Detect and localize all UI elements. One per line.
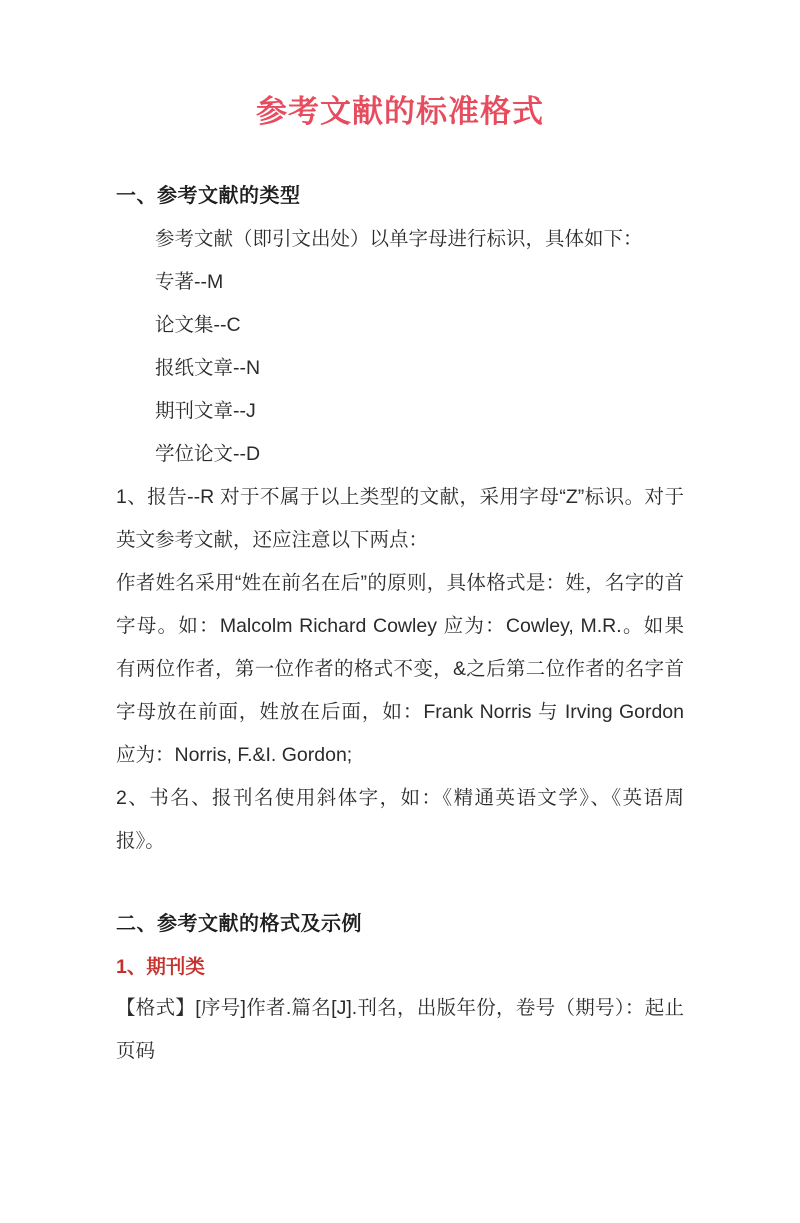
paragraph-report-rule: 1、报告--R 对于不属于以上类型的文献，采用字母“Z”标识。对于英文参考文献，还应注意以下两点： bbox=[116, 486, 684, 551]
section2-subheading-journal: 1、期刊类 bbox=[116, 956, 205, 978]
section1-heading: 一、参考文献的类型 bbox=[116, 185, 301, 207]
document-page bbox=[0, 92, 800, 1223]
paragraph-italic-rule: 2、书名、报刊名使用斜体字，如：《精通英语文学》、《英语周报》。 bbox=[116, 787, 684, 852]
section2-heading: 二、参考文献的格式及示例 bbox=[116, 913, 362, 935]
page-title: 参考文献的标准格式 bbox=[256, 94, 544, 129]
journal-format-line: 【格式】[序号]作者.篇名[J].刊名，出版年份，卷号（期号）：起止页码 bbox=[116, 997, 684, 1062]
list-item-proceedings: 论文集--C bbox=[155, 314, 241, 336]
list-item-monograph: 专著--M bbox=[155, 271, 224, 293]
reference-type-list bbox=[116, 261, 684, 476]
list-item-newspaper: 报纸文章--N bbox=[155, 357, 261, 379]
paragraph-author-name-rule: 作者姓名采用“姓在前名在后”的原则，具体格式是：姓，名字的首字母。如：Malcolm Richard Cowley 应为：Cowley, M.R.。如果有两位作者，第一位作者的格式不变，&之后第二位作者的名字首字母放在前面，姓放在后面，如：Frank Norris 与 Irving Gordon 应为：Norris, F.&I. Gordon; bbox=[116, 572, 684, 766]
section1-body bbox=[116, 218, 684, 863]
list-item-journal: 期刊文章--J bbox=[155, 400, 256, 422]
section1-intro: 参考文献（即引文出处）以单字母进行标识，具体如下： bbox=[155, 228, 643, 250]
list-item-dissertation: 学位论文--D bbox=[155, 443, 261, 465]
